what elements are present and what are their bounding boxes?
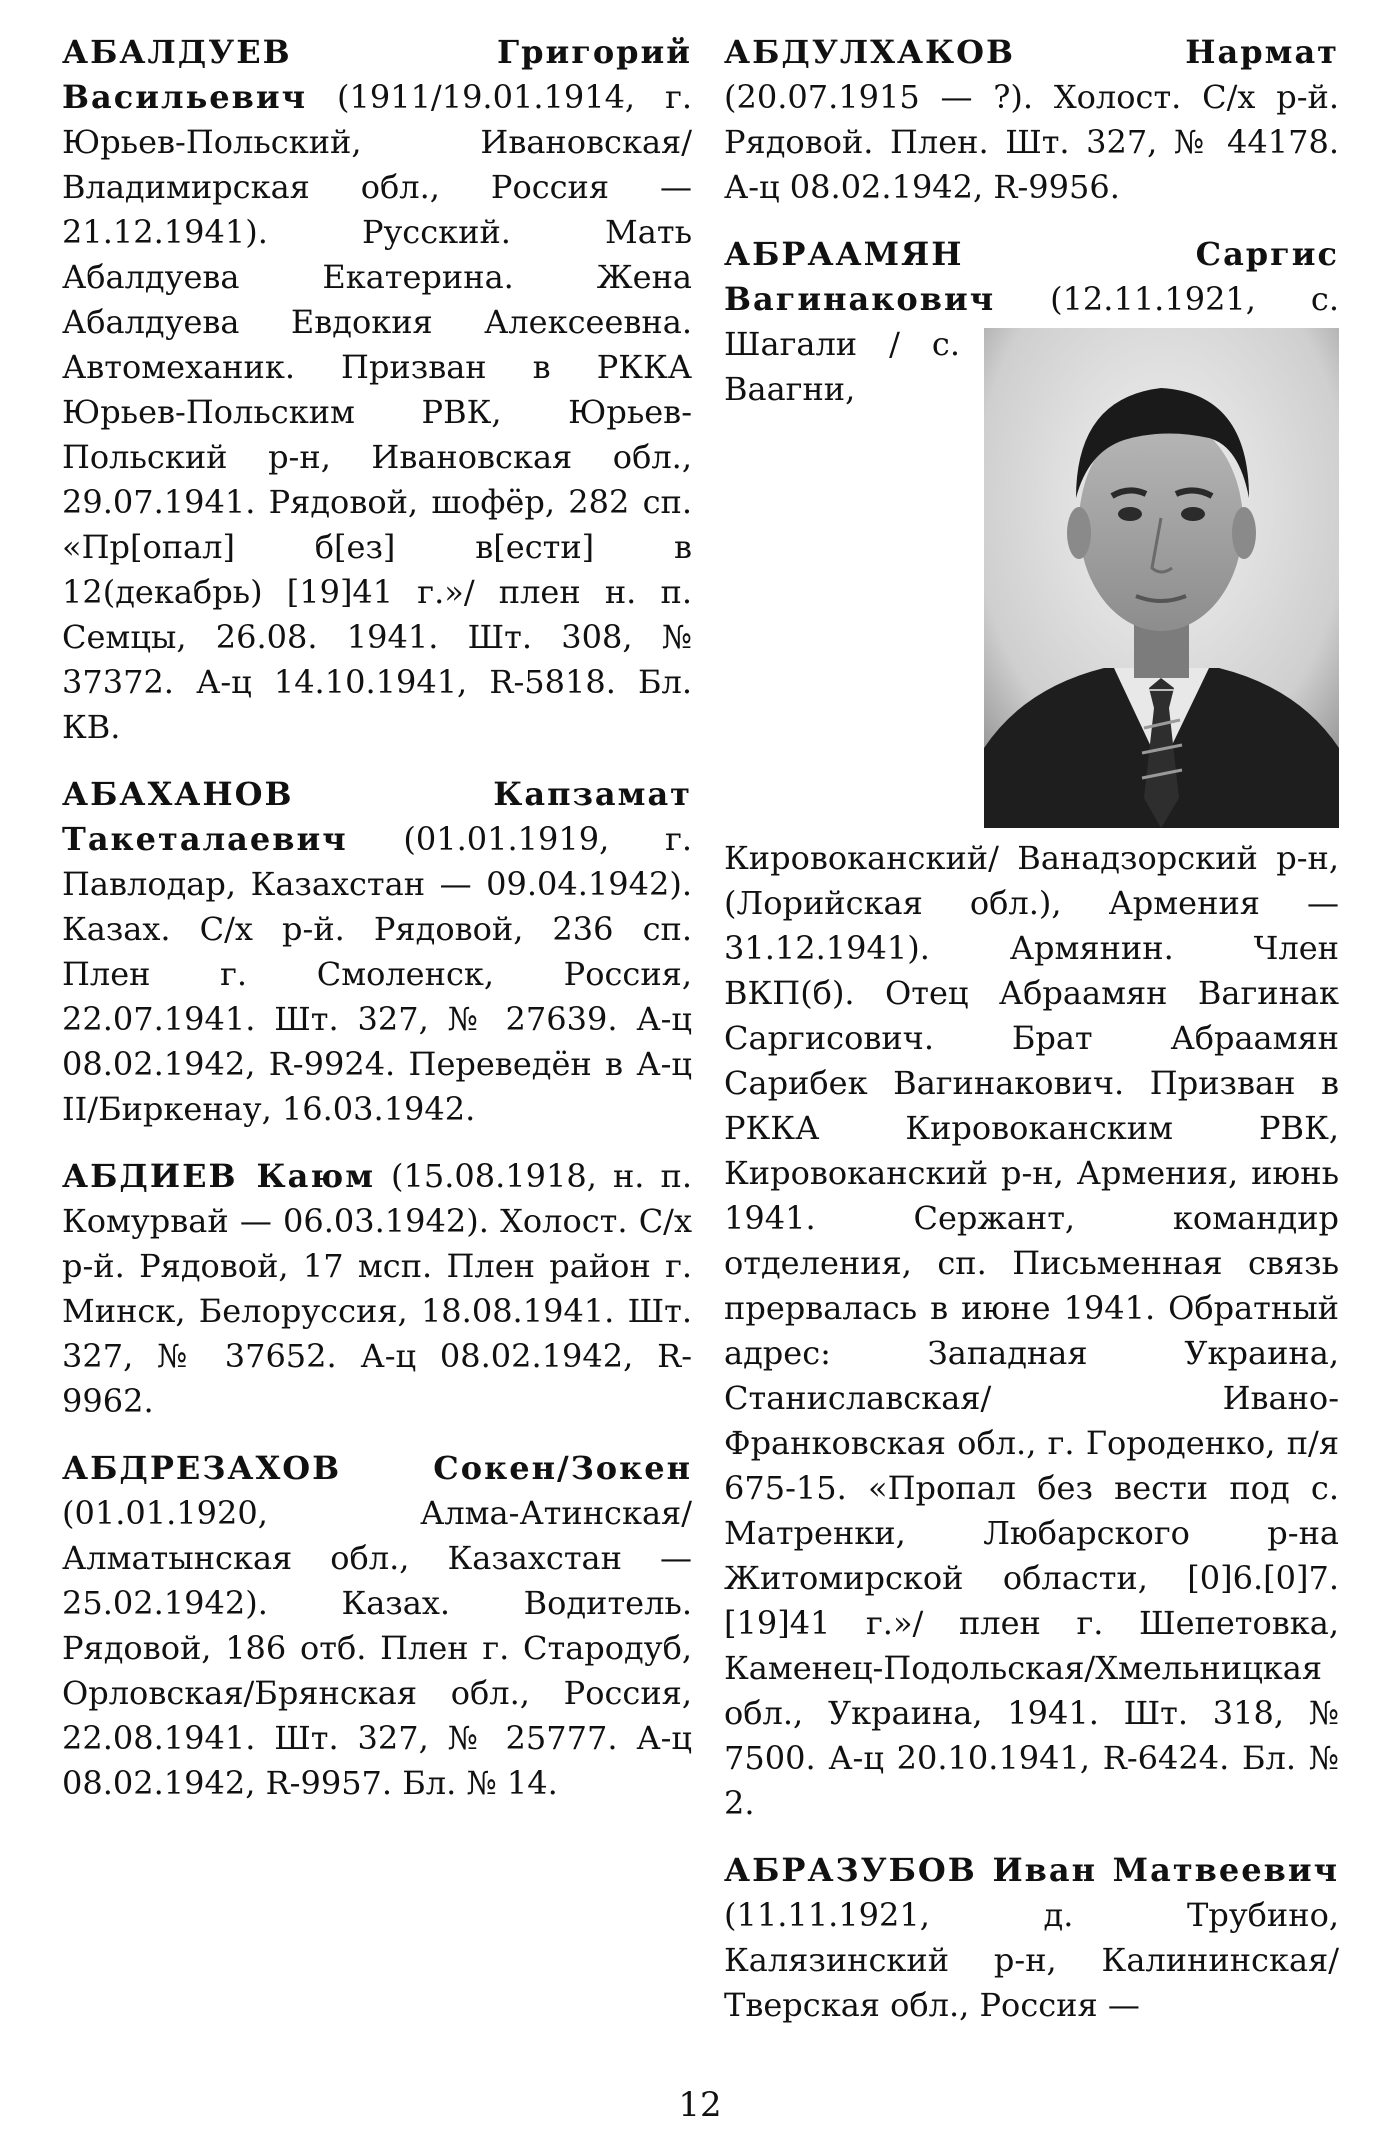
entry-text: (01.01.1919, г. Павлодар, Казахстан — 09.04.1942). Казах. С/х р-й. Рядовой, 236 сп. Плен г. Смоленск, Россия, 22.07.1941. Шт. 327, № 27639. А-ц 08.02.1942, R-9924. Переведён в А-ц II/Биркенау, 16.03.1942. [62,820,692,1128]
entry-text: (11.11.1921, д. Трубино, Калязинский р-н, Калининская/Тверская обл., Россия — [724,1896,1339,2024]
entry-abdiev [62,1154,692,1424]
right-column [724,30,1339,2050]
entry-abakhanov [62,772,692,1132]
page-number: 12 [678,2085,722,2125]
entry-name: АБДРЕЗАХОВ Сокен/Зокен [62,1449,692,1487]
entry-text: (1911/19.01.1914, г. Юрьев-Польский, Ивановская/Владимирская обл., Россия — 21.12.1941). Русский. Мать Абалдуева Екатерина. Жена Абалдуева Евдокия Алексеевна. Автомеханик. Призван в РККА Юрьев-Польским РВК, Юрьев-Польский р-н, Ивановская обл., 29.07.1941. Рядовой, шофёр, 282 сп. «Пр[опал] б[ез] в[ести] в 12(декабрь) [19]41 г.»/ плен н. п. Семцы, 26.08. 1941. Шт. 308, № 37372. А-ц 14.10.1941, R-5818. Бл. КВ. [62,78,692,746]
entry-text: (15.08.1918, н. п. Комурвай — 06.03.1942). Холост. С/х р-й. Рядовой, 17 мсп. Плен район г. Минск, Белоруссия, 18.08.1941. Шт. 327, № 37652. А-ц 08.02.1942, R-9962. [62,1157,693,1420]
entry-abdrezakhov [62,1446,692,1806]
left-column [62,30,692,1828]
portrait-photo [984,328,1339,828]
entry-name: АБДИЕВ Каюм [62,1157,375,1195]
entry-name: АБРАЗУБОВ Иван Матвеевич [724,1851,1339,1889]
entry-name: АБРААМЯН Саргис Вагинакович [724,235,1339,318]
entry-name: АБАХАНОВ Капзамат Такеталаевич [62,775,692,858]
entry-name: АБАЛДУЕВ Григорий Васильевич [62,33,692,116]
entry-text: (12.11.1921, с. Шагали / с. Ваагни, Кировоканский/ Ванадзорский р-н, (Лорийская обл.), Армения — 31.12.1941). Армянин. Член ВКП(б). Отец Абраамян Вагинак Саргисович. Брат Абраамян Сарибек Вагинакович. Призван в РККА Кировоканским РВК, Кировоканский р-н, Армения, июнь 1941. Сержант, командир отделения, сп. Письменная связь прервалась в июне 1941. Обратный адрес: Западная Украина, Станиславская/ Ивано-Франковская обл., г. Городенко, п/я 675-15. «Пропал без вести под с. Матренки, Любарского р-на Житомирской области, [0]6.[0]7.[19]41 г.»/ плен г. Шепетовка, Каменец-Подольская/Хмельницкая обл., Украина, 1941. Шт. 318, № 7500. А-ц 20.10.1941, R-6424. Бл. № 2. [724,280,1339,1822]
entry-name: АБДУЛХАКОВ Нармат [724,33,1339,71]
entry-abalduev [62,30,692,750]
entry-text: (20.07.1915 — ?). Холост. С/х р-й. Рядовой. Плен. Шт. 327, № 44178. А-ц 08.02.1942, R-9956. [724,78,1339,206]
entry-text: (01.01.1920, Алма-Атинская/ Алматынская обл., Казахстан — 25.02.1942). Казах. Водитель. Рядовой, 186 отб. Плен г. Стародуб, Орловская/Брянская обл., Россия, 22.08.1941. Шт. 327, № 25777. А-ц 08.02.1942, R-9957. Бл. № 14. [62,1494,692,1802]
entry-abrazubov [724,1848,1339,2028]
entry-abraamyan [724,232,1339,1826]
entry-abdulkhakov [724,30,1339,210]
